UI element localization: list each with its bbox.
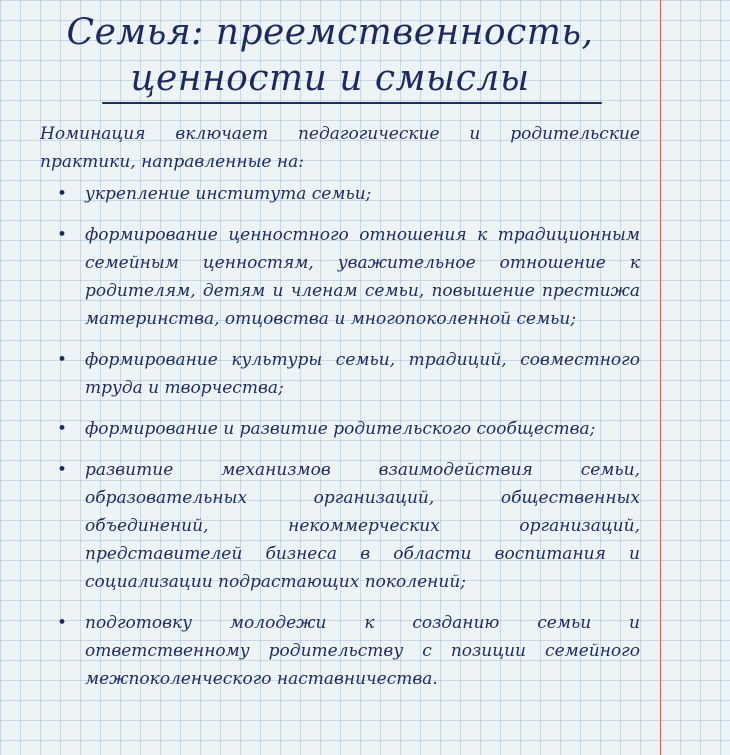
title-line-2: ценности и смыслы: [130, 58, 530, 99]
list-item-text: подготовку молодежи к созданию семьи и ответственному родительству с позиции семейного межпоколенческого наставничества.: [85, 613, 640, 689]
page-title: [0, 10, 660, 102]
intro-paragraph: Номинация включает педагогические и родительские практики, направленные на:: [40, 124, 640, 172]
list-item-text: формирование ценностного отношения к традиционным семейным ценностям, уважительное отношение к родителям, детям и членам семьи, повышение престижа материнства, отцовства и многопоколенной семьи;: [85, 225, 640, 329]
content-body: [40, 120, 640, 706]
list-item: [40, 346, 640, 402]
list-item: [40, 456, 640, 596]
title-line-1: Семья: преемственность,: [66, 12, 594, 53]
list-item-text: укрепление института семьи;: [85, 184, 372, 204]
list-item-text: формирование и развитие родительского сообщества;: [85, 419, 596, 439]
list-item: [40, 180, 640, 208]
list-item: [40, 415, 640, 443]
bullet-icon: •: [57, 350, 68, 370]
title-underline: [102, 102, 602, 104]
bullet-icon: •: [57, 184, 68, 204]
bullet-icon: •: [57, 225, 68, 245]
list-item: [40, 609, 640, 693]
bullet-icon: •: [57, 460, 68, 480]
list-item-text: развитие механизмов взаимодействия семьи, образовательных организаций, общественных объединений, некоммерческих организаций, представителей бизнеса в области воспитания и социализации подрастающих поколений;: [85, 460, 640, 592]
list-item-text: формирование культуры семьи, традиций, совместного труда и творчества;: [85, 350, 640, 398]
practices-list: [40, 180, 640, 693]
bullet-icon: •: [57, 613, 68, 633]
bullet-icon: •: [57, 419, 68, 439]
margin-line: [660, 0, 661, 755]
list-item: [40, 221, 640, 333]
